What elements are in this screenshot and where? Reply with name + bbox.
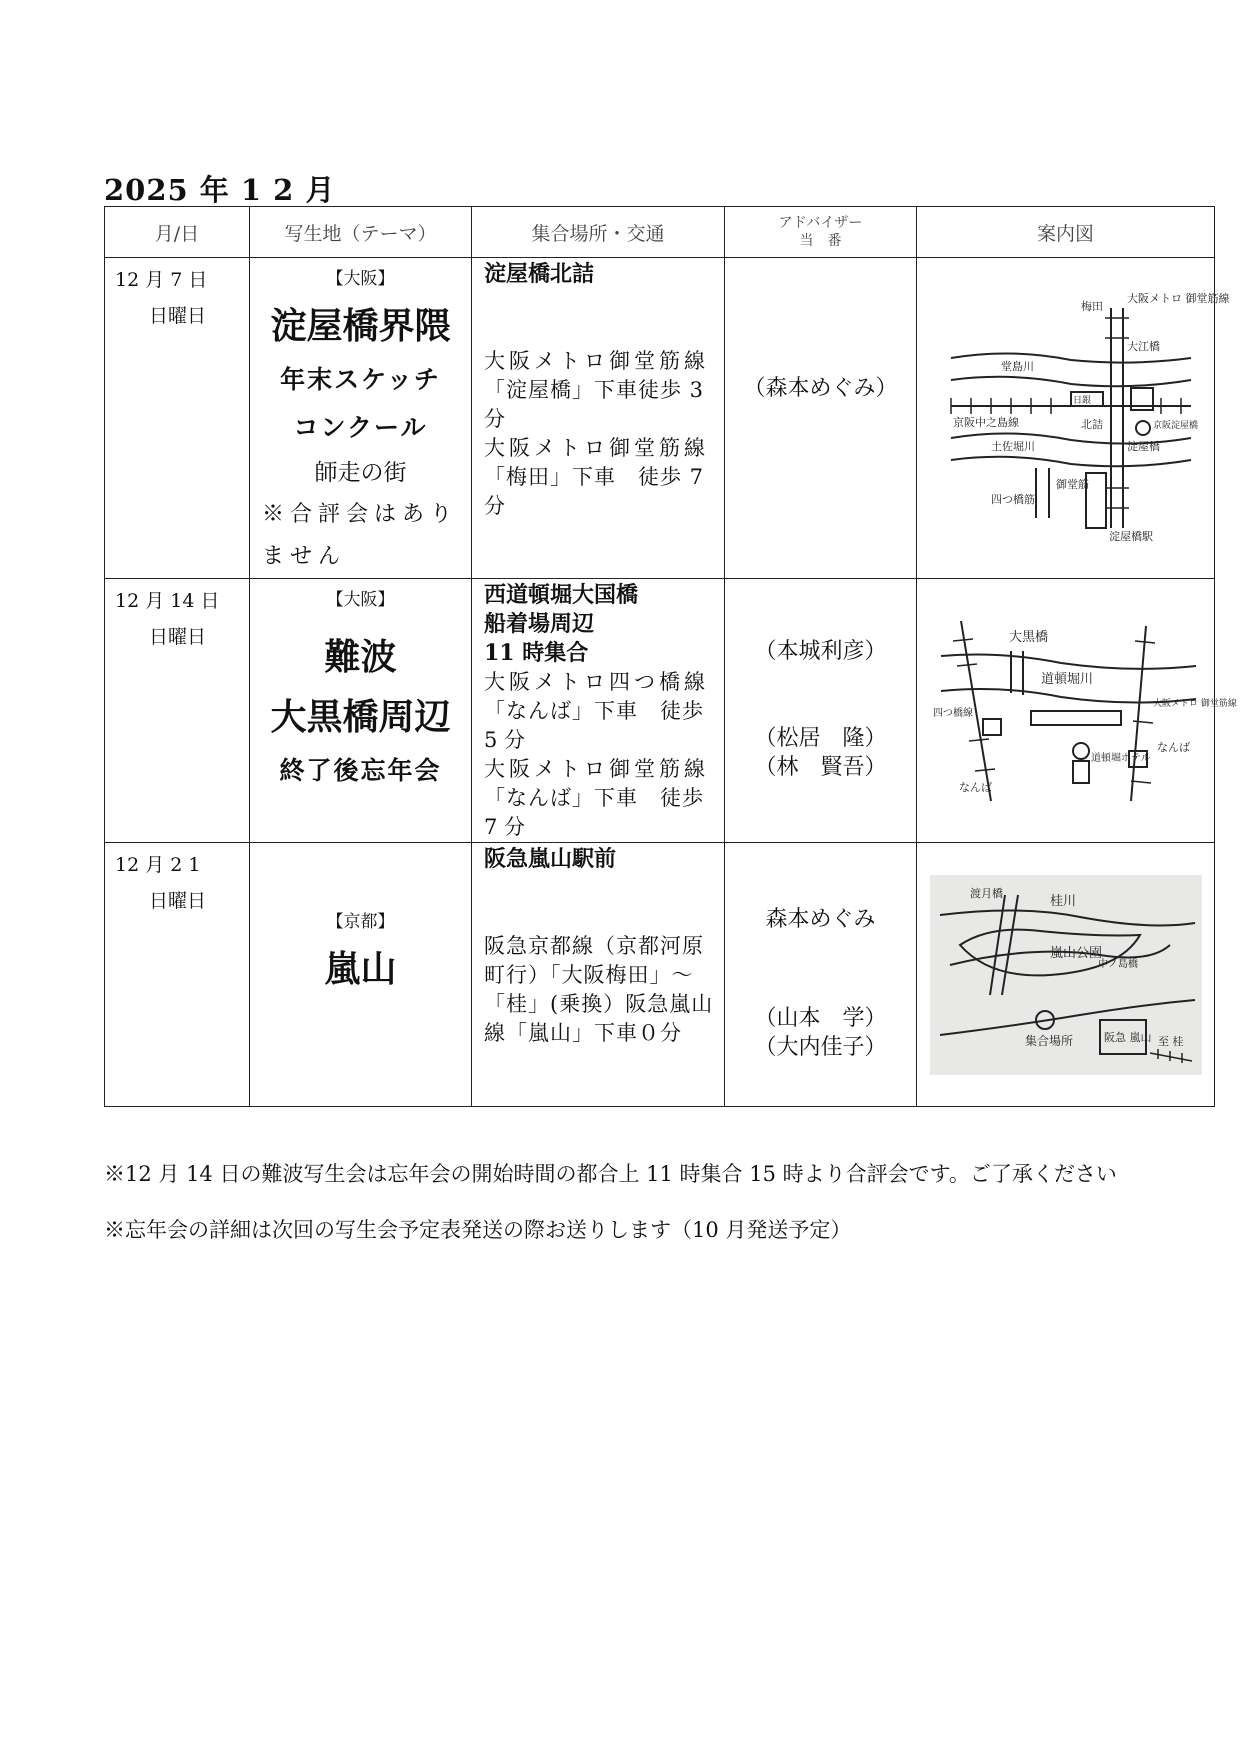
advisor-name: （大内佳子） (754, 1035, 887, 1060)
advisor-name: 森本めぐみ (765, 907, 876, 932)
theme-line: 師走の街 (314, 460, 407, 486)
theme-line: 終了後忘年会 (279, 756, 442, 785)
map-label: 中ノ島橋 (1097, 958, 1138, 970)
date-cell (105, 843, 250, 1107)
access-line: 大阪メトロ四つ橋線 (484, 670, 709, 694)
advisor-name: （松居 隆） (754, 726, 887, 751)
advisor-name: （森本めぐみ） (743, 376, 898, 401)
note: ※12 月 14 日の難波写生会は忘年会の開始時間の都合上 11 時集合 15 時より合評会です。ご了承ください (104, 1162, 1117, 1186)
access-line: 分 (484, 407, 505, 431)
place-cell (250, 843, 472, 1107)
map-label: 大阪メトロ 御堂筋線 (1152, 698, 1237, 709)
header-advisor-bottom: 当 番 (799, 233, 842, 249)
meeting-place: 船着場周辺 (484, 611, 595, 637)
map-label: 四つ橋筋 (990, 493, 1035, 506)
map-label: 淀屋橋駅 (1108, 530, 1153, 543)
map-label: 道頓堀川 (1040, 671, 1093, 687)
place-cell (250, 579, 472, 843)
map-cell (917, 258, 1229, 579)
advisor-cell (725, 843, 917, 1107)
advisor-name: （山本 学） (754, 1006, 887, 1031)
schedule-table (104, 206, 1237, 1107)
header-meeting: 集合場所・交通 (472, 207, 725, 258)
advisor-name: （本城利彦） (754, 639, 887, 664)
theme-line: 年末スケッチ (280, 365, 441, 394)
map-label: 大江橋 (1126, 340, 1160, 353)
access-line: 線「嵐山」下車０分 (484, 1021, 682, 1045)
map-label: 大阪メトロ 御堂筋線 (1126, 292, 1229, 305)
map-label: なんば (958, 780, 992, 794)
date: 12 月 14 日 (115, 590, 220, 612)
access-line: 7 分 (484, 815, 526, 839)
map-label: 堂島川 (1000, 360, 1034, 373)
theme-note: ません (262, 544, 347, 569)
map-label: 嵐山公園 (1049, 945, 1102, 961)
map-label: 道頓堀ホテル (1090, 752, 1150, 764)
table-row (105, 579, 1215, 843)
meeting-time: 11 時集合 (484, 640, 589, 666)
meeting-cell (472, 258, 725, 579)
map-label: 京阪中之島線 (952, 416, 1019, 429)
region-label: 【京都】 (326, 912, 395, 932)
table-row (105, 258, 1215, 579)
map-label: 土佐堀川 (990, 440, 1035, 453)
weekday: 日曜日 (149, 890, 207, 912)
weekday: 日曜日 (149, 626, 207, 648)
meeting-place: 阪急嵐山駅前 (484, 846, 617, 872)
header-row (105, 207, 1215, 258)
map-arashiyama (930, 875, 1202, 1075)
header-date: 月/日 (105, 207, 250, 258)
map-label: なんば (1156, 740, 1190, 754)
weekday: 日曜日 (149, 305, 207, 327)
map-label: 桂川 (1049, 893, 1076, 909)
access-line: 分 (484, 494, 505, 518)
access-line: 5 分 (484, 728, 526, 752)
advisor-name: （林 賢吾） (754, 755, 887, 780)
map-label: 京阪淀屋橋 (1152, 421, 1198, 431)
notes (104, 1160, 1164, 1272)
access-line: 大阪メトロ御堂筋線 (484, 349, 709, 373)
theme-title: 難波 (324, 636, 397, 678)
header-advisor-top: アドバイザー (778, 215, 863, 231)
map-label: 四つ橋線 (932, 707, 973, 719)
advisor-cell (725, 258, 917, 579)
header-map: 案内図 (917, 207, 1215, 258)
access-line: 「桂」(乗換）阪急嵐山 (484, 992, 714, 1016)
page-title: 2025 年 1 2 月 (104, 173, 336, 207)
access-line: 町行）「大阪梅田」～ (484, 963, 694, 987)
map-label: 渡月橋 (969, 886, 1003, 900)
map-cell (917, 843, 1215, 1107)
access-line: 大阪メトロ御堂筋線 (484, 757, 709, 781)
map-label: 梅田 (1080, 300, 1103, 313)
access-line: 大阪メトロ御堂筋線 (484, 436, 709, 460)
map-label: 大黒橋 (1008, 629, 1048, 645)
theme-title: 淀屋橋界隈 (270, 305, 451, 347)
header-place: 写生地（テーマ） (250, 207, 472, 258)
date: 12 月 2 1 (115, 854, 201, 876)
meeting-place: 淀屋橋北詰 (484, 261, 595, 287)
map-yodoyabashi (931, 288, 1229, 548)
access-line: 「梅田」下車 徒歩 7 (484, 465, 705, 489)
date: 12 月 7 日 (115, 269, 208, 291)
header-advisor (725, 207, 917, 258)
map-label: 淀屋橋 (1126, 440, 1160, 453)
region-label: 【大阪】 (326, 269, 395, 289)
map-label: 集合場所 (1024, 1033, 1073, 1048)
place-cell (250, 258, 472, 579)
theme-line: コンクール (293, 413, 428, 442)
map-label: 北詰 (1080, 418, 1103, 431)
meeting-cell (472, 579, 725, 843)
note: ※忘年会の詳細は次回の写生会予定表発送の際お送りします（10 月発送予定） (104, 1218, 852, 1242)
theme-title: 大黒橋周辺 (270, 696, 451, 738)
map-label: 日銀 (1072, 396, 1091, 406)
table-row (105, 843, 1215, 1107)
access-line: 「なんば」下車 徒歩 (484, 699, 704, 723)
map-cell (917, 579, 1237, 843)
date-cell (105, 579, 250, 843)
map-label: 至 桂 (1157, 1034, 1183, 1048)
map-namba (931, 611, 1237, 811)
date-cell (105, 258, 250, 579)
meeting-cell (472, 843, 725, 1107)
theme-note: ※合評会はあり (262, 502, 459, 527)
access-line: 「なんば」下車 徒歩 (484, 786, 704, 810)
theme-title: 嵐山 (324, 948, 397, 990)
map-label: 阪急 嵐山 (1103, 1030, 1151, 1044)
access-line: 「淀屋橋」下車徒歩 3 (484, 378, 705, 402)
advisor-cell (725, 579, 917, 843)
region-label: 【大阪】 (326, 590, 395, 610)
access-line: 阪急京都線（京都河原 (484, 934, 704, 958)
meeting-place: 西道頓堀大国橋 (484, 582, 639, 608)
map-label: 御堂筋 (1055, 478, 1089, 491)
